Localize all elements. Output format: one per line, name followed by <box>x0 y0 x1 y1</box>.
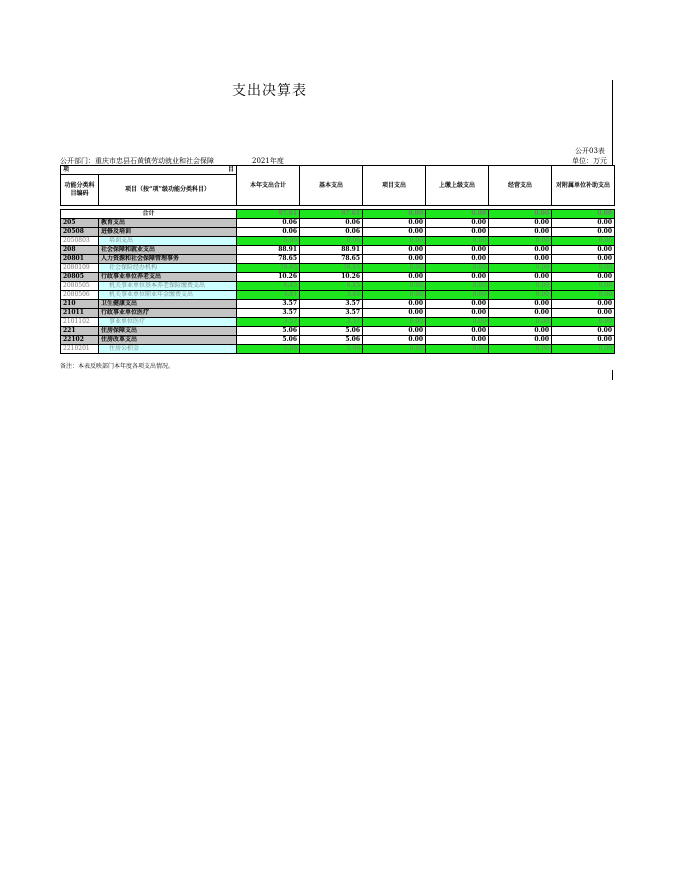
row-value: 0.00 <box>363 318 426 327</box>
page-title: 支出决算表 <box>232 83 307 99</box>
year-label: 2021年度 <box>252 157 284 165</box>
row-value: 0.00 <box>552 219 615 228</box>
row-value: 78.65 <box>300 264 363 273</box>
row-value: 0.00 <box>552 264 615 273</box>
row-code: 20805 <box>61 273 99 282</box>
row-value: 0.06 <box>237 228 300 237</box>
row-value: 0.00 <box>363 228 426 237</box>
table-row <box>61 219 615 228</box>
row-code: 208 <box>61 246 99 255</box>
row-value: 0.00 <box>363 246 426 255</box>
row-name: 机关事业单位基本养老保险缴费支出 <box>99 282 237 291</box>
row-name: 住房公积金 <box>99 345 237 354</box>
row-name: 行政事业单位医疗 <box>99 309 237 318</box>
page-border-line-bottom <box>612 370 613 380</box>
row-value: 0.00 <box>552 255 615 264</box>
row-value: 0.00 <box>552 246 615 255</box>
row-name: 住房保障支出 <box>99 327 237 336</box>
total-value: 0.00 <box>426 210 489 219</box>
row-value: 0.00 <box>363 282 426 291</box>
header-col-basic: 基本支出 <box>300 166 363 206</box>
row-value: 0.06 <box>300 228 363 237</box>
row-value: 0.00 <box>426 246 489 255</box>
header-mu: 目 <box>228 166 235 173</box>
row-value: 5.06 <box>300 336 363 345</box>
row-value: 3.57 <box>237 300 300 309</box>
table-row <box>61 255 615 264</box>
row-value: 0.00 <box>489 273 552 282</box>
row-value: 6.45 <box>237 282 300 291</box>
row-value: 0.00 <box>363 237 426 246</box>
row-value: 0.06 <box>237 237 300 246</box>
row-value: 0.00 <box>489 300 552 309</box>
row-value: 0.06 <box>300 219 363 228</box>
row-value: 0.00 <box>489 246 552 255</box>
row-value: 0.00 <box>363 273 426 282</box>
row-code: 2210201 <box>61 345 99 354</box>
row-name: 社会保险经办机构 <box>99 264 237 273</box>
row-value: 78.65 <box>237 264 300 273</box>
row-value: 0.00 <box>426 327 489 336</box>
row-value: 0.00 <box>363 219 426 228</box>
row-value: 0.00 <box>552 318 615 327</box>
table-row <box>61 273 615 282</box>
row-value: 78.65 <box>237 255 300 264</box>
row-value: 0.00 <box>426 345 489 354</box>
row-value: 5.06 <box>300 345 363 354</box>
row-value: 3.81 <box>237 291 300 300</box>
row-value: 0.00 <box>363 327 426 336</box>
table-row <box>61 318 615 327</box>
row-value: 0.00 <box>552 309 615 318</box>
row-code: 205 <box>61 219 99 228</box>
table-row <box>61 291 615 300</box>
row-value: 0.00 <box>426 219 489 228</box>
row-value: 5.06 <box>237 327 300 336</box>
row-name: 进修及培训 <box>99 228 237 237</box>
row-value: 0.00 <box>426 255 489 264</box>
row-value: 0.06 <box>300 237 363 246</box>
row-code: 221 <box>61 327 99 336</box>
row-value: 0.00 <box>489 255 552 264</box>
footnote: 备注：本表反映部门本年度各项支出情况。 <box>60 363 175 370</box>
row-name: 事业单位医疗 <box>99 318 237 327</box>
row-name: 行政事业单位养老支出 <box>99 273 237 282</box>
row-code: 20508 <box>61 228 99 237</box>
row-name: 教育支出 <box>99 219 237 228</box>
table-row <box>61 246 615 255</box>
unit-label: 单位：万元 <box>572 157 607 165</box>
table-row <box>61 309 615 318</box>
row-value: 0.00 <box>363 309 426 318</box>
row-name: 卫生健康支出 <box>99 300 237 309</box>
total-value: 97.61 <box>300 210 363 219</box>
row-value: 5.06 <box>300 327 363 336</box>
row-value: 3.57 <box>300 309 363 318</box>
row-value: 0.00 <box>552 345 615 354</box>
row-value: 0.00 <box>552 273 615 282</box>
total-label: 合计 <box>61 210 237 219</box>
expenditure-table <box>60 165 615 354</box>
row-value: 88.91 <box>300 246 363 255</box>
total-value: 97.61 <box>237 210 300 219</box>
row-value: 0.00 <box>489 219 552 228</box>
total-value: 0.00 <box>489 210 552 219</box>
row-value: 10.26 <box>237 273 300 282</box>
row-value: 0.00 <box>489 309 552 318</box>
row-value: 0.00 <box>489 291 552 300</box>
row-value: 0.00 <box>489 264 552 273</box>
row-value: 3.57 <box>237 318 300 327</box>
row-value: 3.57 <box>300 300 363 309</box>
header-col-project: 项目支出 <box>363 166 426 206</box>
row-value: 0.00 <box>489 318 552 327</box>
total-value: 0.00 <box>552 210 615 219</box>
header-code-col: 功能分类科目编码 <box>61 175 99 206</box>
row-value: 0.00 <box>426 336 489 345</box>
row-value: 0.00 <box>552 327 615 336</box>
table-row <box>61 264 615 273</box>
row-value: 0.00 <box>426 237 489 246</box>
row-value: 78.65 <box>300 255 363 264</box>
row-value: 3.57 <box>237 309 300 318</box>
row-value: 0.00 <box>489 336 552 345</box>
row-code: 20801 <box>61 255 99 264</box>
row-value: 0.00 <box>426 273 489 282</box>
row-code: 22102 <box>61 336 99 345</box>
row-value: 0.00 <box>489 345 552 354</box>
page-border-line-top <box>612 80 613 166</box>
row-value: 0.00 <box>552 336 615 345</box>
row-value: 0.00 <box>363 255 426 264</box>
row-value: 10.26 <box>300 273 363 282</box>
header-xiang: 项 <box>63 166 70 173</box>
row-value: 0.00 <box>489 282 552 291</box>
row-value: 0.00 <box>552 228 615 237</box>
row-code: 210 <box>61 300 99 309</box>
header-col-total: 本年支出合计 <box>237 166 300 206</box>
row-value: 0.00 <box>552 291 615 300</box>
header-col-upper: 上缴上级支出 <box>426 166 489 206</box>
row-value: 5.06 <box>237 345 300 354</box>
row-value: 0.00 <box>552 282 615 291</box>
table-row <box>61 327 615 336</box>
row-value: 0.00 <box>426 300 489 309</box>
header-col-subsidy: 对附属单位补助支出 <box>552 166 615 206</box>
row-value: 0.00 <box>363 336 426 345</box>
row-code: 21011 <box>61 309 99 318</box>
row-code: 2080109 <box>61 264 99 273</box>
total-row <box>61 210 615 219</box>
row-value: 0.00 <box>426 228 489 237</box>
table-row <box>61 237 615 246</box>
row-value: 0.00 <box>363 264 426 273</box>
row-name: 机关事业单位职业年金缴费支出 <box>99 291 237 300</box>
row-value: 5.06 <box>237 336 300 345</box>
row-value: 0.00 <box>489 237 552 246</box>
table-row <box>61 282 615 291</box>
header-xiang-mu-cell <box>61 166 237 175</box>
row-name: 培训支出 <box>99 237 237 246</box>
header-name-col: 项目（按“项”级功能分类科目） <box>99 175 237 206</box>
row-code: 2101102 <box>61 318 99 327</box>
row-code: 2080506 <box>61 291 99 300</box>
row-value: 0.00 <box>489 228 552 237</box>
header-col-business: 经营支出 <box>489 166 552 206</box>
row-value: 0.00 <box>552 300 615 309</box>
row-code: 2080505 <box>61 282 99 291</box>
table-row <box>61 345 615 354</box>
row-value: 3.81 <box>300 291 363 300</box>
row-value: 0.06 <box>237 219 300 228</box>
row-name: 人力资源和社会保障管理事务 <box>99 255 237 264</box>
header-row-top <box>61 166 615 175</box>
row-value: 0.00 <box>426 318 489 327</box>
row-value: 0.00 <box>363 291 426 300</box>
row-value: 0.00 <box>363 300 426 309</box>
department-label: 公开部门：重庆市忠县石黄镇劳动就业和社会保障 <box>60 157 214 165</box>
total-value: 0.00 <box>363 210 426 219</box>
row-name: 社会保障和就业支出 <box>99 246 237 255</box>
row-value: 0.00 <box>426 291 489 300</box>
form-code: 公开03表 <box>575 147 605 155</box>
row-code: 2050803 <box>61 237 99 246</box>
row-value: 0.00 <box>489 327 552 336</box>
row-value: 0.00 <box>426 309 489 318</box>
row-value: 0.00 <box>552 237 615 246</box>
table-row <box>61 228 615 237</box>
row-value: 6.45 <box>300 282 363 291</box>
row-value: 0.00 <box>363 345 426 354</box>
row-value: 0.00 <box>426 282 489 291</box>
row-value: 0.00 <box>426 264 489 273</box>
row-name: 住房改革支出 <box>99 336 237 345</box>
table-row <box>61 336 615 345</box>
table-row <box>61 300 615 309</box>
row-value: 3.57 <box>300 318 363 327</box>
row-value: 88.91 <box>237 246 300 255</box>
